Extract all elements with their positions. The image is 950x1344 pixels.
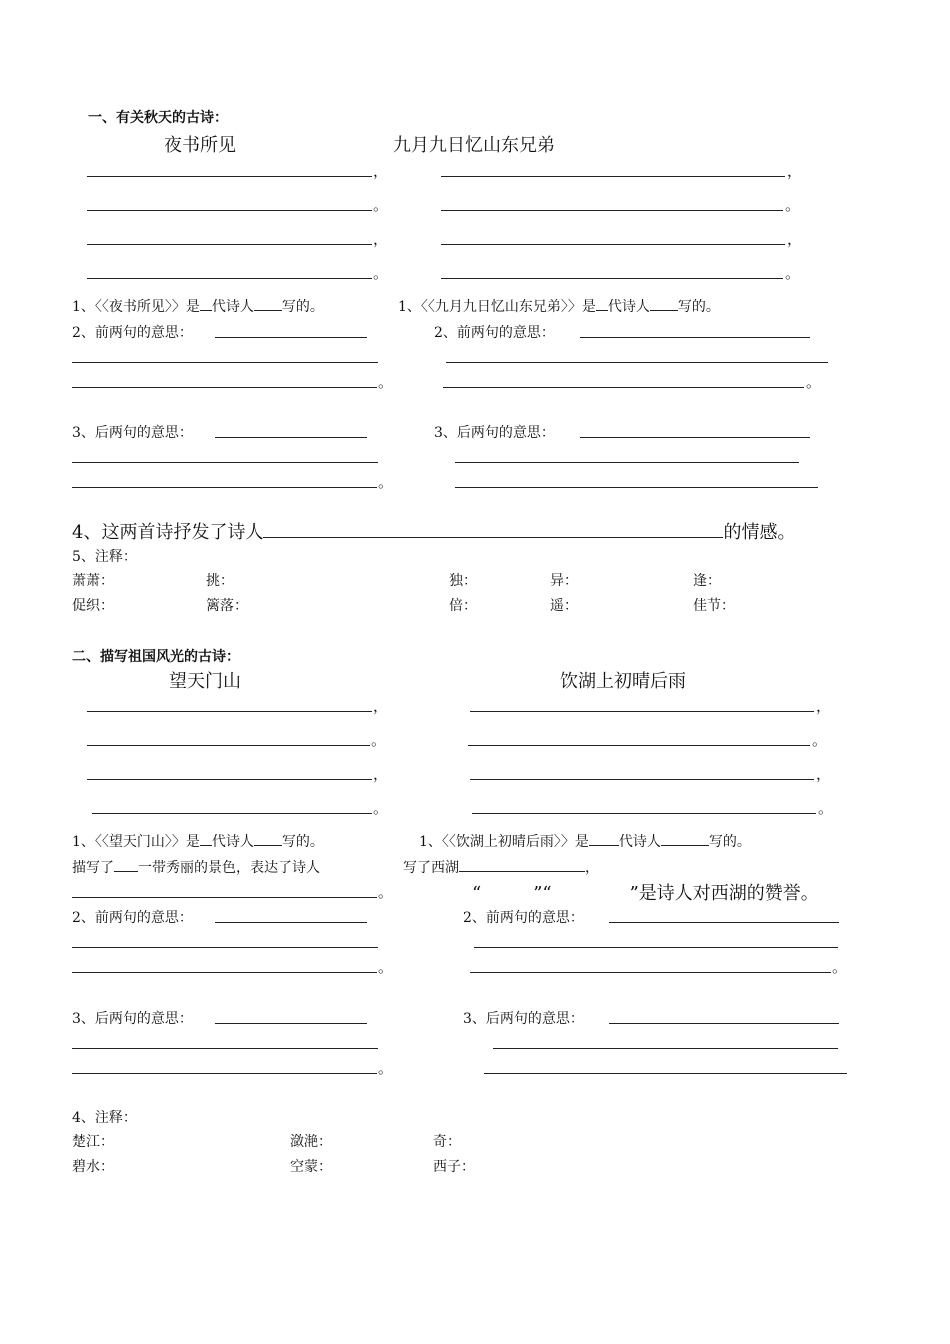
question-3-right: 3、后两句的意思： [463,1011,584,1027]
period: 。 [371,731,387,749]
answer-line[interactable] [72,387,377,388]
poem-left-line-2[interactable] [87,745,370,746]
answer-line[interactable] [474,947,838,948]
answer-line[interactable] [72,897,377,898]
period: 。 [373,196,389,214]
answer-line[interactable] [580,437,810,438]
question-3-left: 3、后两句的意思： [72,1011,193,1027]
note-cuzhi: 促织： [72,598,114,614]
poet-blank[interactable] [254,296,282,311]
question-1-right-line3: “ ”“ ”是诗人对西湖的赞誉。 [472,883,819,904]
poet-blank[interactable] [254,831,282,846]
period: 。 [812,731,828,749]
period: 。 [373,799,389,817]
note-yao: 遥： [550,598,578,614]
note-xiaoxiao: 萧萧： [72,573,114,589]
answer-line[interactable] [470,972,831,973]
poem-left-line-3[interactable] [87,779,372,780]
poet-blank[interactable] [650,296,678,311]
question-4: 4、这两首诗抒发了诗人 的情感。 [72,518,795,544]
note-tiao: 挑： [206,573,234,589]
note-yi: 异： [550,573,578,589]
westlake-blank[interactable] [459,857,585,872]
period: 。 [378,473,394,491]
poem-title-yinhu: 饮湖上初晴后雨 [560,671,686,692]
period: 。 [806,373,822,391]
comma: ， [787,162,803,180]
answer-line[interactable] [215,337,367,338]
question-1-left: 1、〈〈夜书所见〉〉是 代诗人 写的。 [72,296,324,316]
answer-line[interactable] [72,362,378,363]
note-bei: 倍： [449,598,477,614]
note-chujiang: 楚江： [72,1134,114,1150]
question-1-right: 1、〈〈九月九日忆山东兄弟〉〉是 代诗人 写的。 [398,296,720,316]
answer-line[interactable] [72,947,378,948]
answer-line[interactable] [609,1023,839,1024]
question-1-left-line2: 描写了 一带秀丽的景色，表达了诗人 [72,857,320,877]
poem-left-line-3[interactable] [87,244,372,245]
note-jiajie: 佳节： [693,598,735,614]
poem-right-line-3[interactable] [470,779,814,780]
answer-line[interactable] [215,922,367,923]
poem-left-line-2[interactable] [87,210,372,211]
dynasty-blank[interactable] [589,831,619,846]
section2-heading: 二、描写祖国风光的古诗： [72,649,240,665]
answer-line[interactable] [493,1048,838,1049]
note-du: 独： [449,573,477,589]
comma: ， [373,765,389,783]
question-3-right: 3、后两句的意思： [434,425,555,441]
poem-right-line-2[interactable] [441,210,783,211]
answer-line[interactable] [215,437,367,438]
note-qi: 奇： [433,1134,461,1150]
comma: ， [787,230,803,248]
question-1-left: 1、〈〈望天门山〉〉是 代诗人 写的。 [72,831,324,851]
note-feng: 逢： [693,573,721,589]
answer-line[interactable] [72,1073,377,1074]
poem-left-line-4[interactable] [92,813,372,814]
place-blank[interactable] [114,857,138,872]
poem-right-line-1[interactable] [441,176,785,177]
answer-line[interactable] [455,487,818,488]
question-3-left: 3、后两句的意思： [72,425,193,441]
question-2-right: 2、前两句的意思： [434,325,555,341]
answer-line[interactable] [609,922,839,923]
period: 。 [818,799,834,817]
answer-line[interactable] [215,1023,367,1024]
answer-line[interactable] [580,337,810,338]
question-2-left: 2、前两句的意思： [72,325,193,341]
poem-title-jiuyue: 九月九日忆山东兄弟 [393,135,555,156]
period: 。 [373,264,389,282]
question-2-left: 2、前两句的意思： [72,910,193,926]
note-lianyan: 潋滟： [290,1134,332,1150]
section1-heading: 一、有关秋天的古诗： [88,110,228,126]
period: 。 [785,196,801,214]
answer-line[interactable] [72,1048,378,1049]
note-bishui: 碧水： [72,1159,114,1175]
answer-line[interactable] [72,487,377,488]
question-1-right-line2: 写了西湖 ， [403,857,599,877]
comma: ， [373,697,389,715]
dynasty-blank[interactable] [596,296,608,311]
note-liluo: 篱落： [206,598,248,614]
period: 。 [378,883,394,901]
poem-right-line-4[interactable] [472,813,816,814]
poem-left-line-1[interactable] [87,711,372,712]
comma: ， [373,230,389,248]
answer-line[interactable] [443,387,804,388]
dynasty-blank[interactable] [200,831,212,846]
poem-right-line-2[interactable] [468,745,810,746]
comma: ， [373,162,389,180]
note-xizi: 西子： [433,1159,475,1175]
question-1-right: 1、〈〈饮湖上初晴后雨〉〉是 代诗人 写的。 [419,831,751,851]
period: 。 [378,373,394,391]
dynasty-blank[interactable] [200,296,212,311]
poem-title-wangtianmenshan: 望天门山 [169,671,241,692]
question-5: 5、注释： [72,549,137,565]
poet-blank[interactable] [661,831,709,846]
question-4: 4、注释： [72,1110,137,1126]
poem-right-line-3[interactable] [441,244,785,245]
poem-title-yeshusuojian: 夜书所见 [164,135,236,156]
answer-line[interactable] [446,362,828,363]
poem-left-line-1[interactable] [87,176,372,177]
answer-line[interactable] [484,1073,847,1074]
note-kongmeng: 空蒙： [290,1159,332,1175]
emotion-blank[interactable] [263,519,723,538]
comma: ， [816,697,832,715]
period: 。 [785,264,801,282]
poem-right-line-1[interactable] [470,711,814,712]
period: 。 [378,1059,394,1077]
answer-line[interactable] [455,462,799,463]
poem-right-line-4[interactable] [441,278,783,279]
answer-line[interactable] [72,972,377,973]
comma: ， [816,765,832,783]
period: 。 [832,958,848,976]
poem-left-line-4[interactable] [87,278,372,279]
period: 。 [378,958,394,976]
answer-line[interactable] [72,462,378,463]
question-2-right: 2、前两句的意思： [463,910,584,926]
